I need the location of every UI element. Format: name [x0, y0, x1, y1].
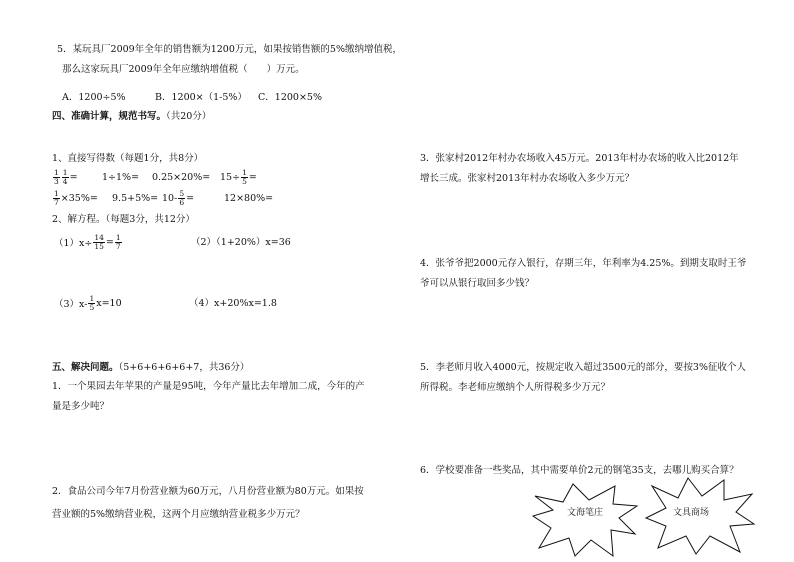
fraction: $\frac{1}{3}$	[54, 167, 59, 186]
problem-5-line2: 所得税。李老师应缴纳个人所得税多少万元？	[420, 382, 611, 393]
problem-3-line1: 3．张家村2012年村办农场收入45万元。2013年村办农场的收入比2012年	[420, 153, 739, 164]
calc-item-3: 0.25×20%=	[152, 172, 211, 183]
section-4-score: （共20分）	[166, 111, 212, 122]
shop-starburst-left	[533, 482, 639, 558]
fraction: $\frac{14}{15}$	[94, 232, 104, 251]
calc-item-4: 15÷ $\frac{1}{5}$ =	[220, 167, 257, 186]
q5-line2: 那么这家玩具厂2009年全年应缴纳增值税（ ）万元。	[62, 64, 305, 75]
section-4-heading	[52, 111, 211, 123]
fraction: $\frac{1}{5}$	[89, 293, 95, 312]
fraction: $\frac{1}{7}$	[54, 188, 59, 207]
section-5-heading	[52, 362, 249, 374]
section-4-title: 四、准确计算，规范书写。	[52, 111, 167, 122]
equation-3: （3）x- $\frac{1}{5}$ x=10	[54, 293, 122, 312]
problem-2-line2: 营业额的5%缴纳营业税，这两个月应缴纳营业税多少万元？	[52, 509, 305, 520]
problem-5-line1: 5．李老师月收入4000元，按规定收入超过3500元的部分，要按3%征收个人	[420, 362, 746, 373]
fraction: $\frac{1}{7}$	[115, 232, 121, 251]
calc-item-2: 1÷1%=	[102, 172, 140, 183]
calc-item-1: $\frac{1}{3}$ $\frac{1}{4}$ =	[54, 167, 78, 186]
fraction: $\frac{1}{4}$	[62, 167, 68, 186]
calc-item-8: 12×80%=	[224, 193, 274, 204]
equation-1: （1）x÷ $\frac{14}{15}$ = $\frac{1}{7}$	[54, 232, 121, 251]
calc-item-7: 10- $\frac{5}{6}$ =	[162, 188, 195, 207]
equation-2: （2）（1+20%）x=36	[191, 237, 291, 248]
section-5-title: 五、解决问题。	[52, 362, 119, 373]
equations-title: 2、解方程。（每题3分，共12分）	[52, 214, 195, 225]
q5-option-a: A．1200÷5%	[62, 92, 126, 103]
problem-3-line2: 增长三成。张家村2013年村办农场收入多少万元？	[420, 173, 635, 184]
calc-item-6: 9.5+5%=	[112, 193, 159, 204]
problem-2-line1: 2．食品公司今年7月份营业额为60万元，八月份营业额为80万元。如果按	[52, 486, 364, 497]
q5-option-c: C．1200×5%	[258, 92, 322, 103]
calc-item-5: $\frac{1}{7}$ ×35%=	[54, 188, 98, 207]
shop-label-left: 文海笔庄	[567, 508, 604, 518]
section-5-score: （5+6+6+6+6+7，共36分）	[118, 362, 250, 373]
q5-line1: 5．某玩具厂2009年全年的销售额为1200万元，如果按销售额的5%缴纳增值税，	[57, 44, 402, 55]
problem-6-line1: 6．学校要准备一些奖品，其中需要单价2元的钢笔35支，去哪儿购买合算？	[420, 465, 739, 476]
fraction: $\frac{1}{5}$	[242, 167, 247, 186]
problem-1-line2: 量是多少吨？	[52, 401, 110, 412]
q5-option-b: B．1200×（1-5%）	[155, 92, 247, 103]
direct-calc-row-1	[52, 166, 78, 188]
direct-calc-title: 1、直接写得数（每题1分，共8分）	[52, 153, 204, 164]
problem-4-line2: 爷可以从银行取回多少钱？	[420, 278, 535, 289]
equation-4: （4）x+20%x=1.8	[189, 298, 277, 309]
shop-label-right: 文具商场	[673, 508, 710, 518]
problem-4-line1: 4．张爷爷把2000元存入银行，存期三年，年利率为4.25%。到期支取时王爷	[420, 258, 747, 269]
problem-1-line1: 1．一个果园去年苹果的产量是95吨，今年产量比去年增加二成，今年的产	[52, 381, 365, 392]
fraction: $\frac{5}{6}$	[179, 188, 185, 207]
